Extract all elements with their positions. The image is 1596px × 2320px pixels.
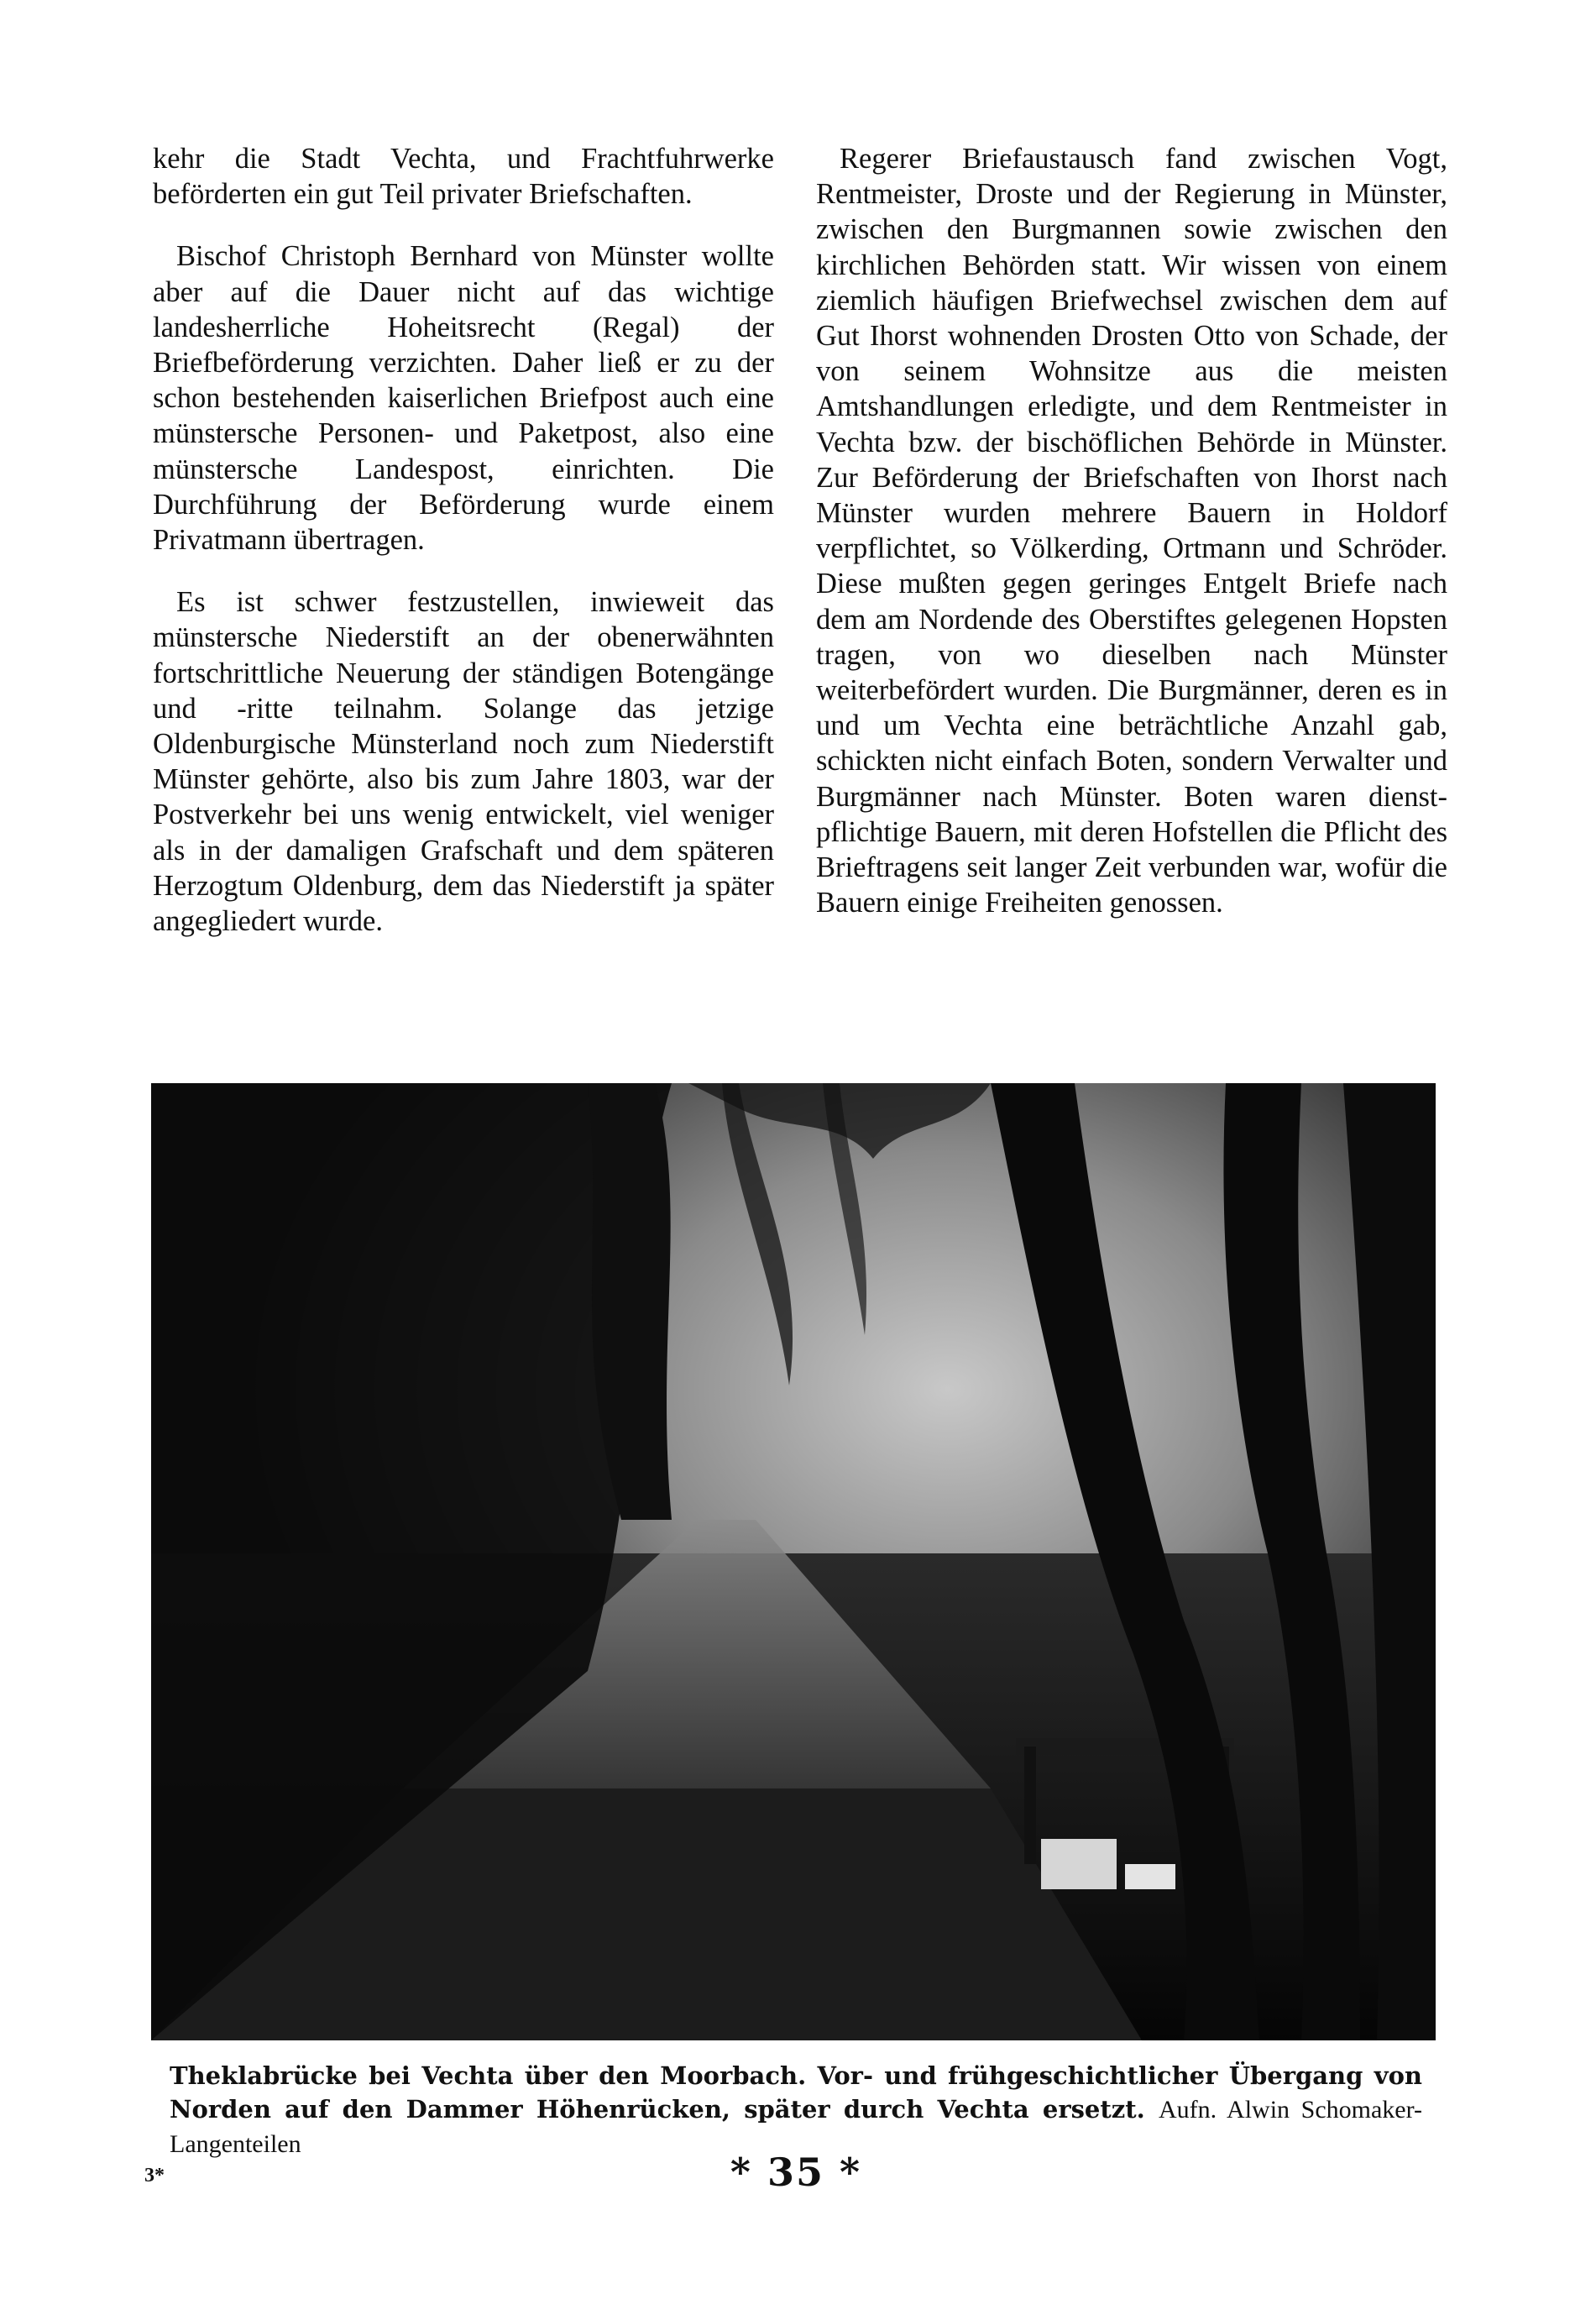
forest-path-photo	[151, 1083, 1436, 2040]
right-text-column	[816, 141, 1447, 947]
sheet-mark: 3*	[144, 2165, 165, 2186]
photo-credit: Aufn. Alwin Schomaker-Langenteilen	[170, 2096, 1422, 2158]
forest-path-bridge-photo-icon	[151, 1083, 1436, 2040]
left-text-column	[153, 141, 774, 966]
paragraph: Regerer Briefaustausch fand zwischen Vogt, Rentmeister, Droste und der Regierung in Münster, zwischen den Burgmannen sowie zwischen den kirchlichen Behörden statt. Wir wissen von einem ziemlich häufigen Briefwechsel zwischen dem auf Gut Ihorst wohnenden Drosten Otto von Schade, der von seinem Wohnsitze aus die meisten Amtshandlungen erledigte, und dem Rentmeister in Vechta bzw. der bischöflichen Behörde in Münster. Zur Beförderung der Briefschaften von Ihorst nach Münster wurden mehrere Bauern in Holdorf verpflichtet, so Völkerding, Ortmann und Schröder. Diese mußten gegen geringes Entgelt Briefe nach dem am Nordende des Oberstiftes gelegenen Hopsten tragen, von wo dieselben nach Münster weiterbefördert wurden. Die Burgmänner, deren es in und um Vechta eine beträchtliche Anzahl gab, schickten nicht einfach Boten, sondern Verwalter und Burgmänner nach Münster. Boten waren dienstpflichtige Bauern, mit deren Hofstellen die Pflicht des Brieftragens seit langer Zeit verbunden war, wofür die Bauern einige Freiheiten genossen.	[816, 143, 1447, 919]
photo-caption	[170, 2059, 1422, 2161]
paragraph: Es ist schwer festzustellen, inwieweit das münstersche Niederstift an der obenerwähnten fortschrittliche Neuerung der ständigen Botengänge und -ritte teilnahm. Solange das jetzige Oldenburgische Münsterland noch zum Niederstift Münster gehörte, also bis zum Jahre 1803, war der Postverkehr bei uns wenig entwickelt, viel weniger als in der damaligen Grafschaft und dem späteren Herzogtum Oldenburg, dem das Niederstift ja später angegliedert wurde.	[153, 586, 774, 938]
caption-text: Theklabrücke bei Vechta über den Moorbach. Vor- und frühgeschichtlicher Übergang von Norden auf den Dammer Höhenrücken, später durch Vechta ersetzt.	[170, 2061, 1422, 2124]
paragraph: kehr die Stadt Vechta, und Frachtfuhrwerke beförderten ein gut Teil privater Briefschaften.	[153, 143, 774, 211]
page-number: * 35 *	[730, 2150, 862, 2195]
paragraph: Bischof Christoph Bernhard von Münster wollte aber auf die Dauer nicht auf das wichtige landesherrliche Hoheitsrecht (Regal) der Briefbeförderung verzichten. Daher ließ er zu der schon bestehenden kaiserlichen Briefpost auch eine münstersche Personen- und Paketpost, also eine münstersche Landespost, einrichten. Die Durchführung der Beförderung wurde einem Privatmann übertragen.	[153, 240, 774, 557]
